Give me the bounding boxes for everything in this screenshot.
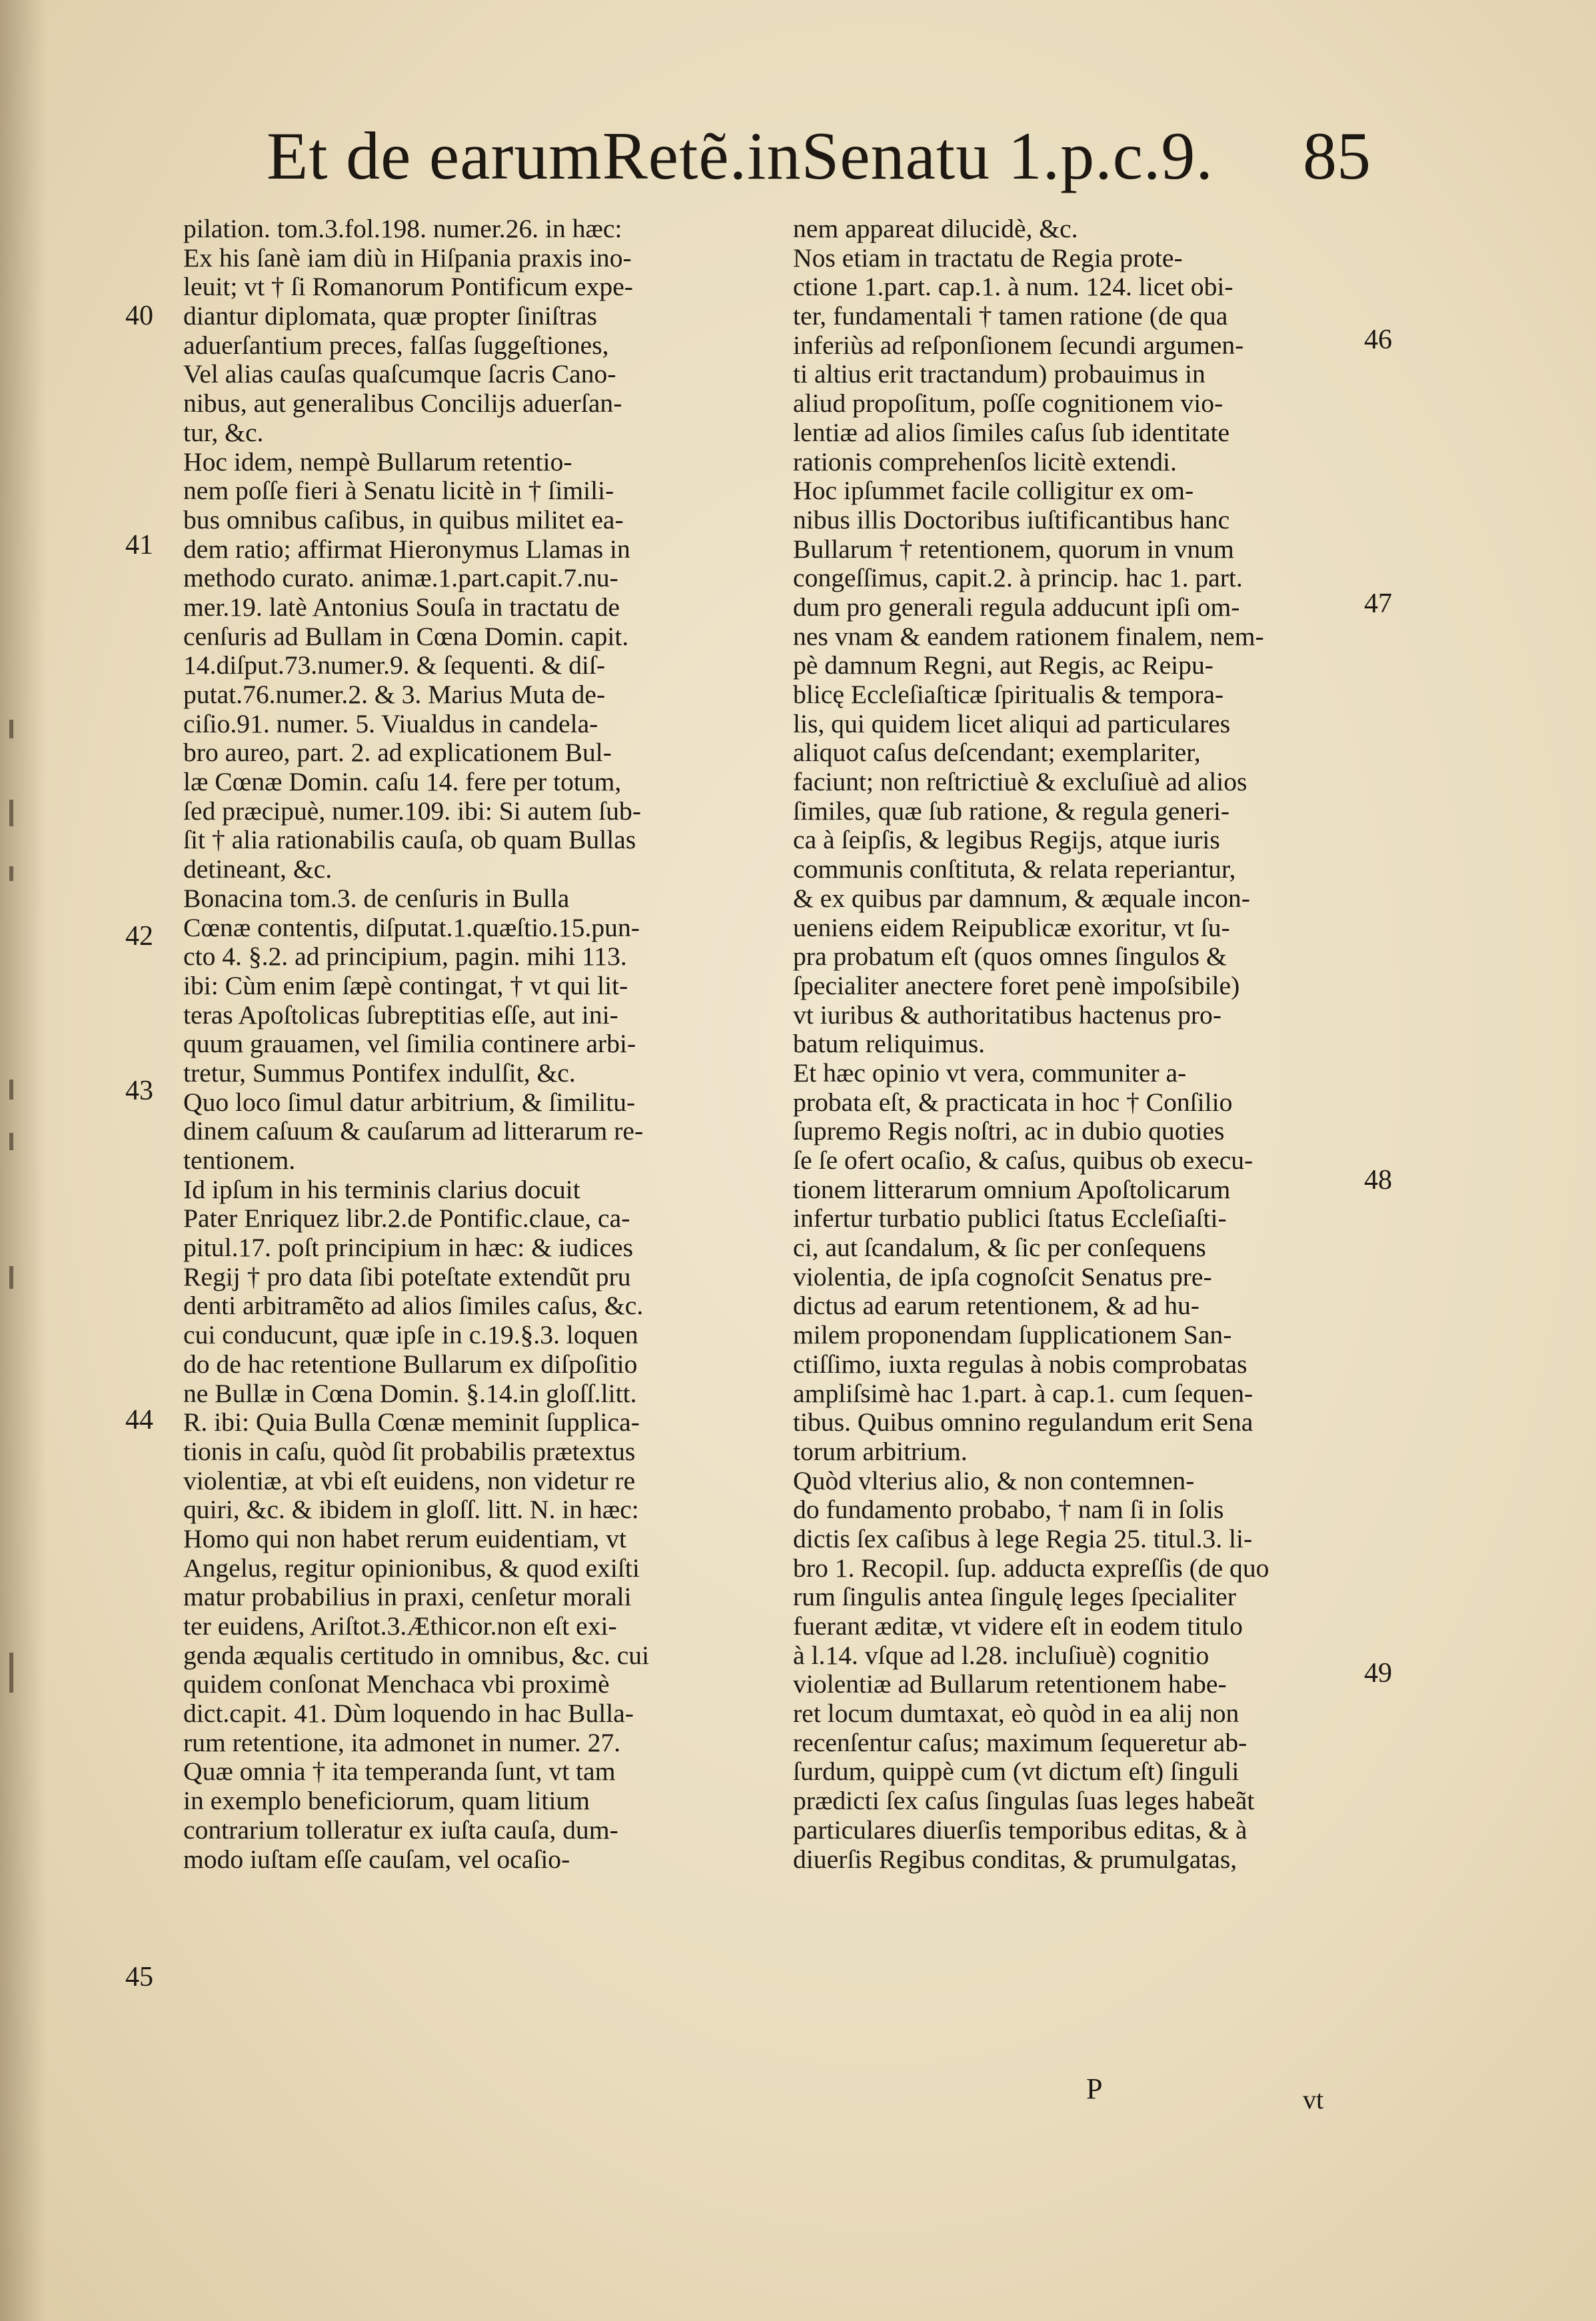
text-line: aliud propoſitum, poſſe cognitionem vio- (793, 389, 1223, 418)
text-line: ctione 1.part. cap.1. à num. 124. licet obi- (793, 273, 1233, 302)
speck (9, 720, 13, 738)
speck (9, 800, 13, 826)
text-line: pitul.17. poſt principium in hæc: & iudices (183, 1233, 633, 1263)
text-line: dinem caſuum & cauſarum ad litterarum re- (183, 1117, 644, 1146)
text-line: lis, qui quidem licet aliqui ad particulares (793, 709, 1231, 738)
text-line: dem ratio; affirmat Hieronymus Llamas in (183, 534, 630, 564)
text-line: ampliſsimè hac 1.part. à cap.1. cum ſequen- (793, 1379, 1253, 1408)
page-number: 85 (1303, 119, 1371, 194)
text-line: dum pro generali regula adducunt ipſi om- (793, 592, 1240, 622)
text-line: Hoc ipſummet facile colligitur ex om- (793, 476, 1194, 506)
text-line: rationis comprehenſos licitè extendi. (793, 447, 1177, 476)
text-line: putat.76.numer.2. & 3. Marius Muta de- (183, 680, 606, 709)
text-line: Quæ omnia † ita temperanda ſunt, vt tam (183, 1757, 616, 1787)
speck (9, 866, 13, 881)
text-line: modo iuſtam eſſe cauſam, vel ocaſio- (183, 1845, 570, 1874)
text-line: Bullarum † retentionem, quorum in vnum (793, 534, 1234, 564)
speck (9, 1653, 13, 1693)
text-line: aduerſantium preces, falſas ſuggeſtiones, (183, 331, 609, 360)
text-line: detineant, &c. (183, 855, 333, 884)
text-line: tionis in caſu, quòd ſit probabilis prætextus (183, 1437, 636, 1466)
text-line: Angelus, regitur opinionibus, & quod exiſti (183, 1553, 640, 1583)
margin-number: 40 (125, 301, 153, 331)
text-line: ſurdum, quippè cum (vt dictum eſt) ſinguli (793, 1757, 1239, 1787)
text-line: probata eſt, & practicata in hoc † Conſilio (793, 1088, 1233, 1117)
text-line: diuerſis Regibus conditas, & prumulgatas, (793, 1845, 1237, 1874)
text-line: læ Cœnæ Domin. caſu 14. fere per totum, (183, 768, 622, 797)
running-title: Et de earumRetẽ.inSenatu 1.p.c.9. (267, 119, 1213, 194)
text-line: & ex quibus par damnum, & æquale incon- (793, 884, 1250, 913)
text-line: fuerant æditæ, vt videre eſt in eodem titulo (793, 1612, 1243, 1641)
left-column (183, 215, 783, 1874)
text-line: tretur, Summus Pontifex indulſit, &c. (183, 1058, 576, 1088)
text-line: quidem conſonat Menchaca vbi proximè (183, 1670, 610, 1699)
margin-number: 41 (125, 530, 153, 560)
text-line: tionem litterarum omnium Apoſtolicarum (793, 1175, 1231, 1204)
text-line: tentionem. (183, 1146, 296, 1175)
text-line: rum ſingulis antea ſingulę leges ſpecialiter (793, 1583, 1236, 1612)
text-line: nem appareat dilucidè, &c. (793, 215, 1078, 243)
margin-number: 44 (125, 1405, 153, 1435)
margin-number: 46 (1364, 325, 1392, 355)
text-line: prædicti ſex caſus ſingulas ſuas leges habeãt (793, 1787, 1255, 1816)
text-line: ſimiles, quæ ſub ratione, & regula generi- (793, 796, 1230, 826)
margin-specks (0, 0, 40, 2321)
text-line: bus omnibus caſibus, in quibus militet ea- (183, 505, 624, 534)
text-line: ciſio.91. numer. 5. Viualdus in candela- (183, 709, 598, 738)
text-line: Ex his ſanè iam diù in Hiſpania praxis ino- (183, 243, 632, 273)
text-line: milem proponendam ſupplicationem San- (793, 1321, 1232, 1350)
text-line: ſpecialiter anectere foret penè impoſsibile) (793, 971, 1240, 1000)
text-line: methodo curato. animæ.1.part.capit.7.nu- (183, 564, 618, 593)
text-line: vt iuribus & authoritatibus hactenus pro- (793, 1000, 1222, 1030)
text-line: ſupremo Regis noſtri, ac in dubio quoties (793, 1117, 1225, 1146)
text-line: cto 4. §.2. ad principium, pagin. mihi 113. (183, 942, 627, 972)
text-line: inferiùs ad reſponſionem ſecundi argumen- (793, 331, 1244, 360)
text-line: Et hæc opinio vt vera, communiter a- (793, 1058, 1187, 1088)
text-line: cui conducunt, quæ ipſe in c.19.§.3. loquen (183, 1321, 638, 1350)
text-line: 14.diſput.73.numer.9. & ſequenti. & diſ- (183, 651, 606, 680)
text-line: rum retentione, ita admonet in numer. 27. (183, 1728, 621, 1757)
text-line: Quòd vlterius alio, & non contemnen- (793, 1466, 1195, 1495)
right-column (793, 215, 1393, 1874)
text-line: nibus, aut generalibus Concilijs aduerſan- (183, 389, 622, 418)
text-line: à l.14. vſque ad l.28. incluſiuè) cognitio (793, 1641, 1209, 1670)
text-line: bro 1. Recopil. ſup. adducta expreſſis (de quo (793, 1553, 1269, 1583)
text-line: bro aureo, part. 2. ad explicationem Bul- (183, 738, 612, 768)
text-line: teras Apoſtolicas ſubreptitias eſſe, aut ini- (183, 1000, 618, 1030)
speck (9, 1080, 13, 1100)
text-line: recenſentur caſus; maximum ſequeretur ab- (793, 1728, 1247, 1757)
text-line: leuit; vt † ſi Romanorum Pontificum expe- (183, 273, 633, 302)
text-line: Quo loco ſimul datur arbitrium, & ſimilitu- (183, 1088, 636, 1117)
text-line: tibus. Quibus omnino regulandum erit Sena (793, 1408, 1253, 1437)
margin-number: 45 (125, 1962, 153, 1992)
text-line: Hoc idem, nempè Bullarum retentio- (183, 447, 572, 476)
text-line: quiri, &c. & ibidem in gloſſ. litt. N. in hæc: (183, 1495, 639, 1525)
speck (9, 1133, 13, 1150)
text-line: violentia, de ipſa cognoſcit Senatus pre- (793, 1262, 1212, 1291)
text-line: cenſuris ad Bullam in Cœna Domin. capit. (183, 622, 629, 651)
text-line: do de hac retentione Bullarum ex diſpoſitio (183, 1349, 638, 1379)
text-line: diantur diplomata, quæ propter ſiniſtras (183, 302, 598, 331)
text-line: ſe ſe ofert ocaſio, & caſus, quibus ob execu- (793, 1146, 1253, 1175)
text-line: congeſſimus, capit.2. à princip. hac 1. part. (793, 564, 1243, 593)
margin-number: 49 (1364, 1658, 1392, 1689)
text-line: ueniens eidem Reipublicæ exoritur, vt ſu- (793, 913, 1230, 942)
text-line: violentiæ ad Bullarum retentionem habe- (793, 1670, 1227, 1699)
text-line: tur, &c. (183, 418, 264, 447)
text-line: quum grauamen, vel ſimilia continere arbi- (183, 1030, 636, 1059)
text-line: Homo qui non habet rerum euidentiam, vt (183, 1524, 626, 1553)
text-line: ſed præcipuè, numer.109. ibi: Si autem ſub- (183, 796, 642, 826)
text-line: mer.19. latè Antonius Souſa in tractatu de (183, 592, 620, 622)
text-line: ca à ſeipſis, & legibus Regijs, atque iuris (793, 826, 1220, 855)
catchword: vt (1303, 2084, 1324, 2114)
text-line: violentiæ, at vbi eſt euidens, non videtur re (183, 1466, 636, 1495)
text-line: ne Bullæ in Cœna Domin. §.14.in gloſſ.litt. (183, 1379, 637, 1408)
text-line: pilation. tom.3.fol.198. numer.26. in hæc: (183, 215, 622, 243)
text-line: ci, aut ſcandalum, & ſic per conſequens (793, 1233, 1206, 1263)
text-line: genda æqualis certitudo in omnibus, &c. cui (183, 1641, 650, 1670)
margin-number: 42 (125, 921, 153, 952)
text-line: dictis ſex caſibus à lege Regia 25. titul.3. li- (793, 1524, 1253, 1553)
text-line: pè damnum Regni, aut Regis, ac Reipu- (793, 651, 1213, 680)
text-line: blicę Eccleſiaſticæ ſpiritualis & tempora- (793, 680, 1224, 709)
margin-number: 47 (1364, 588, 1392, 619)
text-line: contrarium tolleratur ex iuſta cauſa, dum- (183, 1815, 618, 1845)
text-line: ibi: Cùm enim ſæpè contingat, † vt qui lit- (183, 971, 628, 1000)
text-line: Vel alias cauſas quaſcumque ſacris Cano- (183, 360, 616, 389)
text-line: Regij † pro data ſibi poteſtate extendũt pru (183, 1262, 631, 1291)
text-line: ti altius erit tractandum) probauimus in (793, 360, 1205, 389)
text-line: communis conſtituta, & relata reperiantur, (793, 855, 1236, 884)
text-line: Id ipſum in his terminis clarius docuit (183, 1175, 580, 1204)
signature-mark: P (1086, 2072, 1103, 2105)
text-line: pra probatum eſt (quos omnes ſingulos & (793, 942, 1227, 972)
text-line: ter euidens, Ariſtot.3.Æthicor.non eſt exi- (183, 1612, 617, 1641)
text-line: infertur turbatio publici ſtatus Eccleſiaſti- (793, 1204, 1227, 1233)
margin-number: 48 (1364, 1165, 1392, 1195)
text-line: dict.capit. 41. Dùm loquendo in hac Bulla- (183, 1699, 634, 1729)
text-line: Bonacina tom.3. de cenſuris in Bulla (183, 884, 570, 913)
text-line: R. ibi: Quia Bulla Cœnæ meminit ſupplica- (183, 1408, 640, 1437)
text-line: Pater Enriquez libr.2.de Pontific.claue, ca- (183, 1204, 630, 1233)
text-line: torum arbitrium. (793, 1437, 968, 1466)
text-line: nes vnam & eandem rationem finalem, nem- (793, 622, 1264, 651)
text-line: nibus illis Doctoribus iuſtificantibus hanc (793, 505, 1230, 534)
text-line: ter, fundamentali † tamen ratione (de qua (793, 302, 1228, 331)
text-line: denti arbitramẽto ad alios ſimiles caſus, &c. (183, 1291, 644, 1321)
text-line: ſit † alia rationabilis cauſa, ob quam Bullas (183, 826, 636, 855)
text-line: ret locum dumtaxat, eò quòd in ea alij non (793, 1699, 1239, 1729)
text-line: aliquot caſus deſcendant; exemplariter, (793, 738, 1201, 768)
text-line: lentiæ ad alios ſimiles caſus ſub identitate (793, 418, 1230, 447)
speck (9, 1266, 13, 1289)
text-line: batum reliquimus. (793, 1030, 986, 1059)
margin-number: 43 (125, 1076, 153, 1106)
text-line: matur probabilius in praxi, cenſetur morali (183, 1583, 632, 1612)
text-line: dictus ad earum retentionem, & ad hu- (793, 1291, 1199, 1321)
text-line: particulares diuerſis temporibus editas, & à (793, 1815, 1247, 1845)
text-line: Cœnæ contentis, diſputat.1.quæſtio.15.pun- (183, 913, 640, 942)
text-line: in exemplo beneficiorum, quam litium (183, 1787, 590, 1816)
text-line: nem poſſe fieri à Senatu licitè in † ſimili- (183, 476, 614, 506)
text-line: faciunt; non reſtrictiuè & excluſiuè ad alios (793, 768, 1247, 797)
text-line: ctiſſimo, iuxta regulas à nobis comprobatas (793, 1349, 1247, 1379)
text-line: Nos etiam in tractatu de Regia prote- (793, 243, 1183, 273)
text-line: do fundamento probabo, † nam ſi in ſolis (793, 1495, 1224, 1525)
